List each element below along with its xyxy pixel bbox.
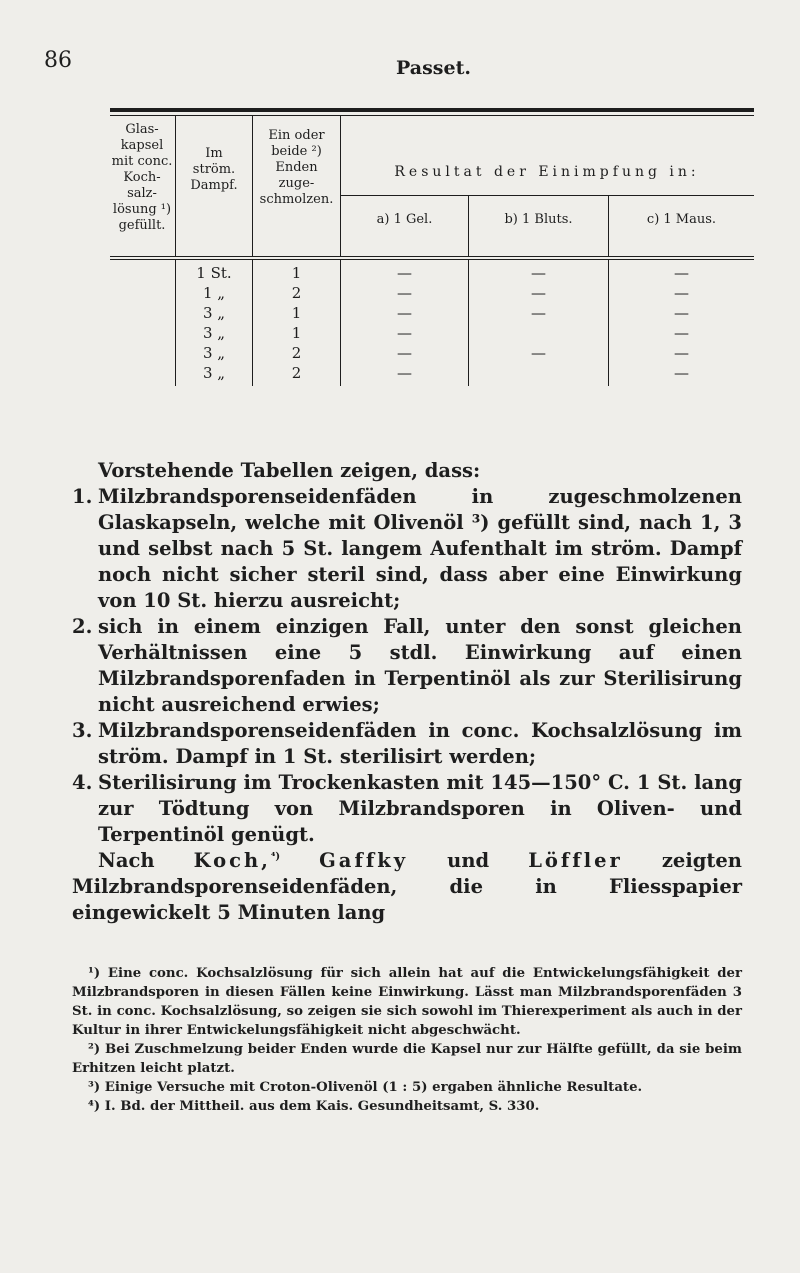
page-number: 86 <box>44 48 72 73</box>
author-gaffky: Gaffky <box>319 849 409 872</box>
footnote: ⁴) I. Bd. der Mittheil. aus dem Kais. Gesundheitsamt, S. 330. <box>88 1099 540 1114</box>
list-item: 3. Milzbrandsporenseidenfäden in conc. Kochsalzlösung im ström. Dampf in 1 St. sterilisirt werden; <box>72 719 742 768</box>
header-bluts: b) 1 Bluts. <box>504 212 573 227</box>
results-table <box>110 108 754 386</box>
header-dampf: Im ström. Dampf. <box>190 146 238 193</box>
intro-paragraph: Vorstehende Tabellen zeigen, dass: <box>98 459 481 482</box>
closing-paragraph: Nach Koch,$^{^4)}$ Gaffky und Löffler zeigten Milzbrandsporenseidenfäden, die in Fliesspapier eingewickelt 5 Minuten lang <box>72 849 742 924</box>
table-body <box>110 260 754 386</box>
footnotes <box>72 964 742 1116</box>
table-header <box>110 116 754 256</box>
table-row: 1 „ 2 — — — <box>202 284 689 302</box>
footnote: ³) Einige Versuche mit Croton-Olivenöl (1 : 5) ergaben ähnliche Resultate. <box>88 1080 643 1095</box>
list-item: 1. Milzbrandsporenseidenfäden in zugeschmolzenen Glaskapseln, welche mit Olivenöl ³) gefüllt sind, nach 1, 3 und selbst nach 5 St. langem Aufenthalt im ström. Dampf noch nicht sicher steril sind, dass aber eine Einwirkung von 10 St. hierzu ausreicht; <box>72 485 742 612</box>
header-enden: Ein oder beide ²) Enden zuge- schmolzen. <box>259 128 334 207</box>
header-maus: c) 1 Maus. <box>646 212 717 227</box>
list-item: 2. sich in einem einzigen Fall, unter den sonst gleichen Verhältnissen eine 5 stdl. Einwirkung auf einen Milzbrandsporenfaden in Terpentinöl als zur Sterilisirung nicht ausreichend erwies; <box>72 615 742 716</box>
table-row: 3 „ 1 — — <box>202 324 689 342</box>
body-text <box>72 458 742 926</box>
footnote: ¹) Eine conc. Kochsalzlösung für sich allein hat auf die Entwickelungsfähigkeit der Milzbrandsporen in diesen Fällen keine Einwirkung. Lässt man Milzbrandsporenfäden 3 St. in conc. Kochsalzlösung, so zeigen sie sich sowohl im Thierexperiment als auch in der Kultur in ihrer Entwickelungsfähigkeit nicht abgeschwächt. <box>72 966 742 1038</box>
author-loeffler: Löffler <box>528 849 623 872</box>
table-top-rule <box>110 108 754 112</box>
table-row: 3 „ 2 — — — <box>202 344 689 362</box>
table-row: 1 St. 1 — — — <box>196 264 689 282</box>
table-row: 3 „ 2 — — <box>202 364 689 382</box>
table-row: 3 „ 1 — — — <box>202 304 689 322</box>
header-gel: a) 1 Gel. <box>376 212 433 227</box>
running-head: Passet. <box>396 57 471 79</box>
header-glaskapsel: Glas- kapsel mit conc. Koch- salz- lösung ¹) gefüllt. <box>111 122 173 233</box>
author-koch: Koch, <box>193 849 271 872</box>
footnote: ²) Bei Zuschmelzung beider Enden wurde die Kapsel nur zur Hälfte gefüllt, da sie beim Erhitzen leicht platzt. <box>72 1042 742 1076</box>
list-item: 4. Sterilisirung im Trockenkasten mit 145—150° C. 1 St. lang zur Tödtung von Milzbrandsporen in Oliven- und Terpentinöl genügt. <box>72 771 742 846</box>
header-resultat: Resultat der Einimpfung in: <box>394 164 700 180</box>
